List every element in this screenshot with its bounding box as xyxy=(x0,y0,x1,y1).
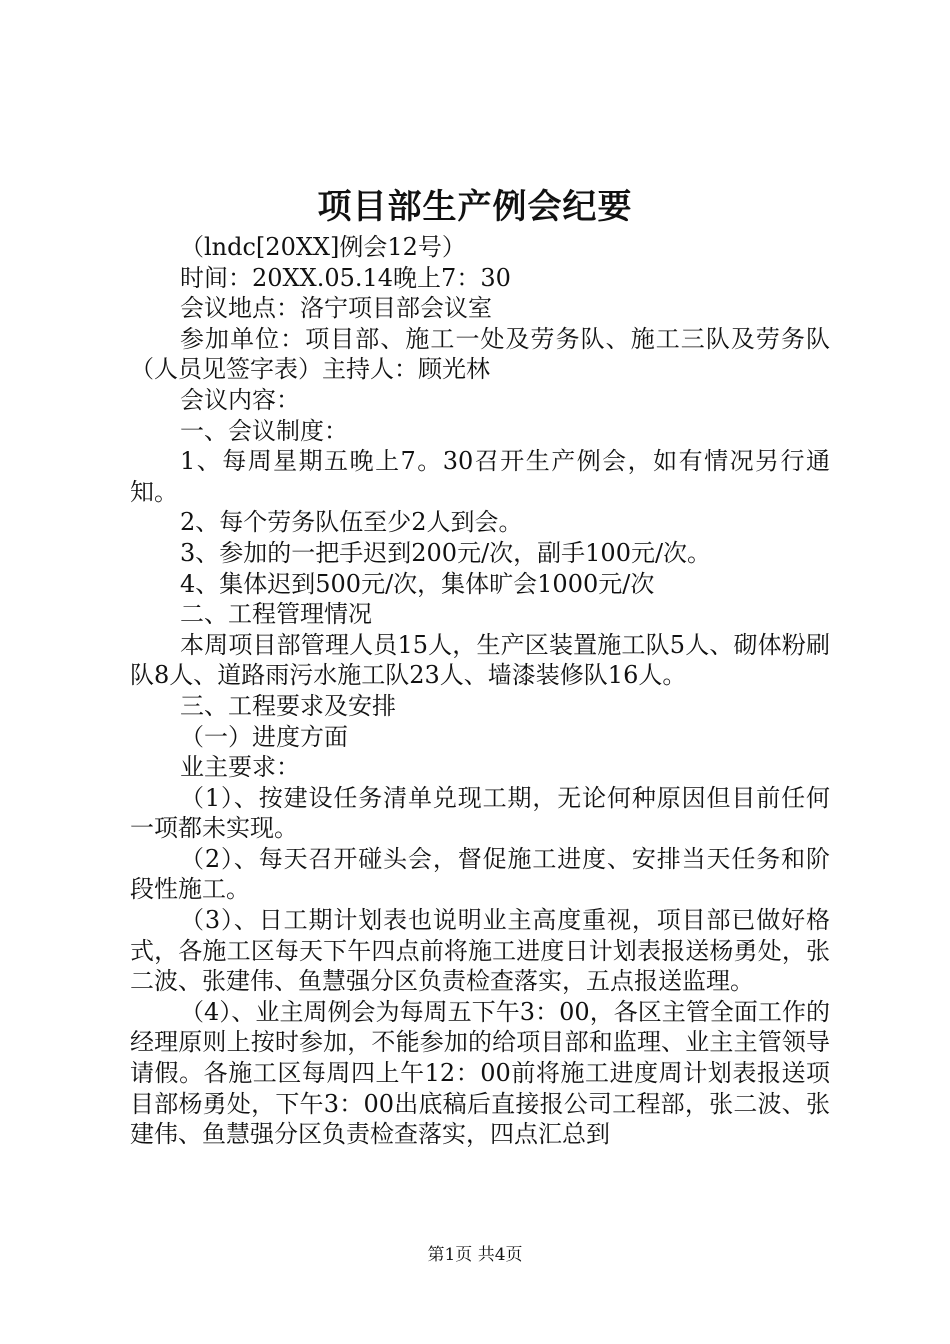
paragraph-requirement-2: （2）、每天召开碰头会，督促施工进度、安排当天任务和阶段性施工。 xyxy=(130,844,830,904)
paragraph-meeting-number: （lndc[20XX]例会12号） xyxy=(180,233,466,261)
document-title: 项目部生产例会纪要 xyxy=(317,187,633,227)
paragraph-location: 会议地点：洛宁项目部会议室 xyxy=(180,294,492,323)
paragraph-rule-4: 4、集体迟到500元/次，集体旷会1000元/次 xyxy=(180,569,655,598)
section-heading-meeting-rules: 一、会议制度： xyxy=(180,416,348,445)
paragraph-rule-1: 1、每周星期五晚上7。30召开生产例会，如有情况另行通知。 xyxy=(130,447,830,506)
section-heading-project-management: 二、工程管理情况 xyxy=(180,600,372,629)
page-number-footer: 第1页 共4页 xyxy=(427,1245,523,1265)
paragraph-requirement-4: （4）、业主周例会为每周五下午3：00，各区主管全面工作的经理原则上按时参加，不能参加的给项目部和监理、业主主管领导请假。各施工区每周四上午12：00前将施工进度周计划表报送项目部杨勇处，下午3：00出底稿后直接报公司工程部，张二波、张建伟、鱼慧强分区负责检查落实，四点汇总到 xyxy=(130,997,830,1149)
paragraph-requirement-1: （1）、按建设任务清单兑现工期，无论何种原因但目前任何一项都未实现。 xyxy=(130,783,830,843)
paragraph-rule-3: 3、参加的一把手迟到200元/次，副手100元/次。 xyxy=(180,538,712,567)
section-heading-requirements: 三、工程要求及安排 xyxy=(180,691,396,720)
paragraph-staffing: 本周项目部管理人员15人，生产区装置施工队5人、砌体粉刷队8人、道路雨污水施工队23人、墙漆装修队16人。 xyxy=(130,630,830,690)
paragraph-time: 时间：20XX.05.14晚上7：30 xyxy=(180,263,511,292)
subsection-heading-progress: （一）进度方面 xyxy=(180,722,348,751)
document-body xyxy=(130,232,830,1150)
paragraph-owner-requirements: 业主要求： xyxy=(180,753,300,782)
paragraph-content-heading: 会议内容： xyxy=(180,385,300,414)
paragraph-rule-2: 2、每个劳务队伍至少2人到会。 xyxy=(180,508,523,537)
paragraph-requirement-3: （3）、日工期计划表也说明业主高度重视，项目部已做好格式，各施工区每天下午四点前将施工进度日计划表报送杨勇处，张二波、张建伟、鱼慧强分区负责检查落实，五点报送监理。 xyxy=(130,906,830,996)
paragraph-attendees: 参加单位：项目部、施工一处及劳务队、施工三队及劳务队（人员见签字表）主持人：顾光林 xyxy=(130,324,830,384)
